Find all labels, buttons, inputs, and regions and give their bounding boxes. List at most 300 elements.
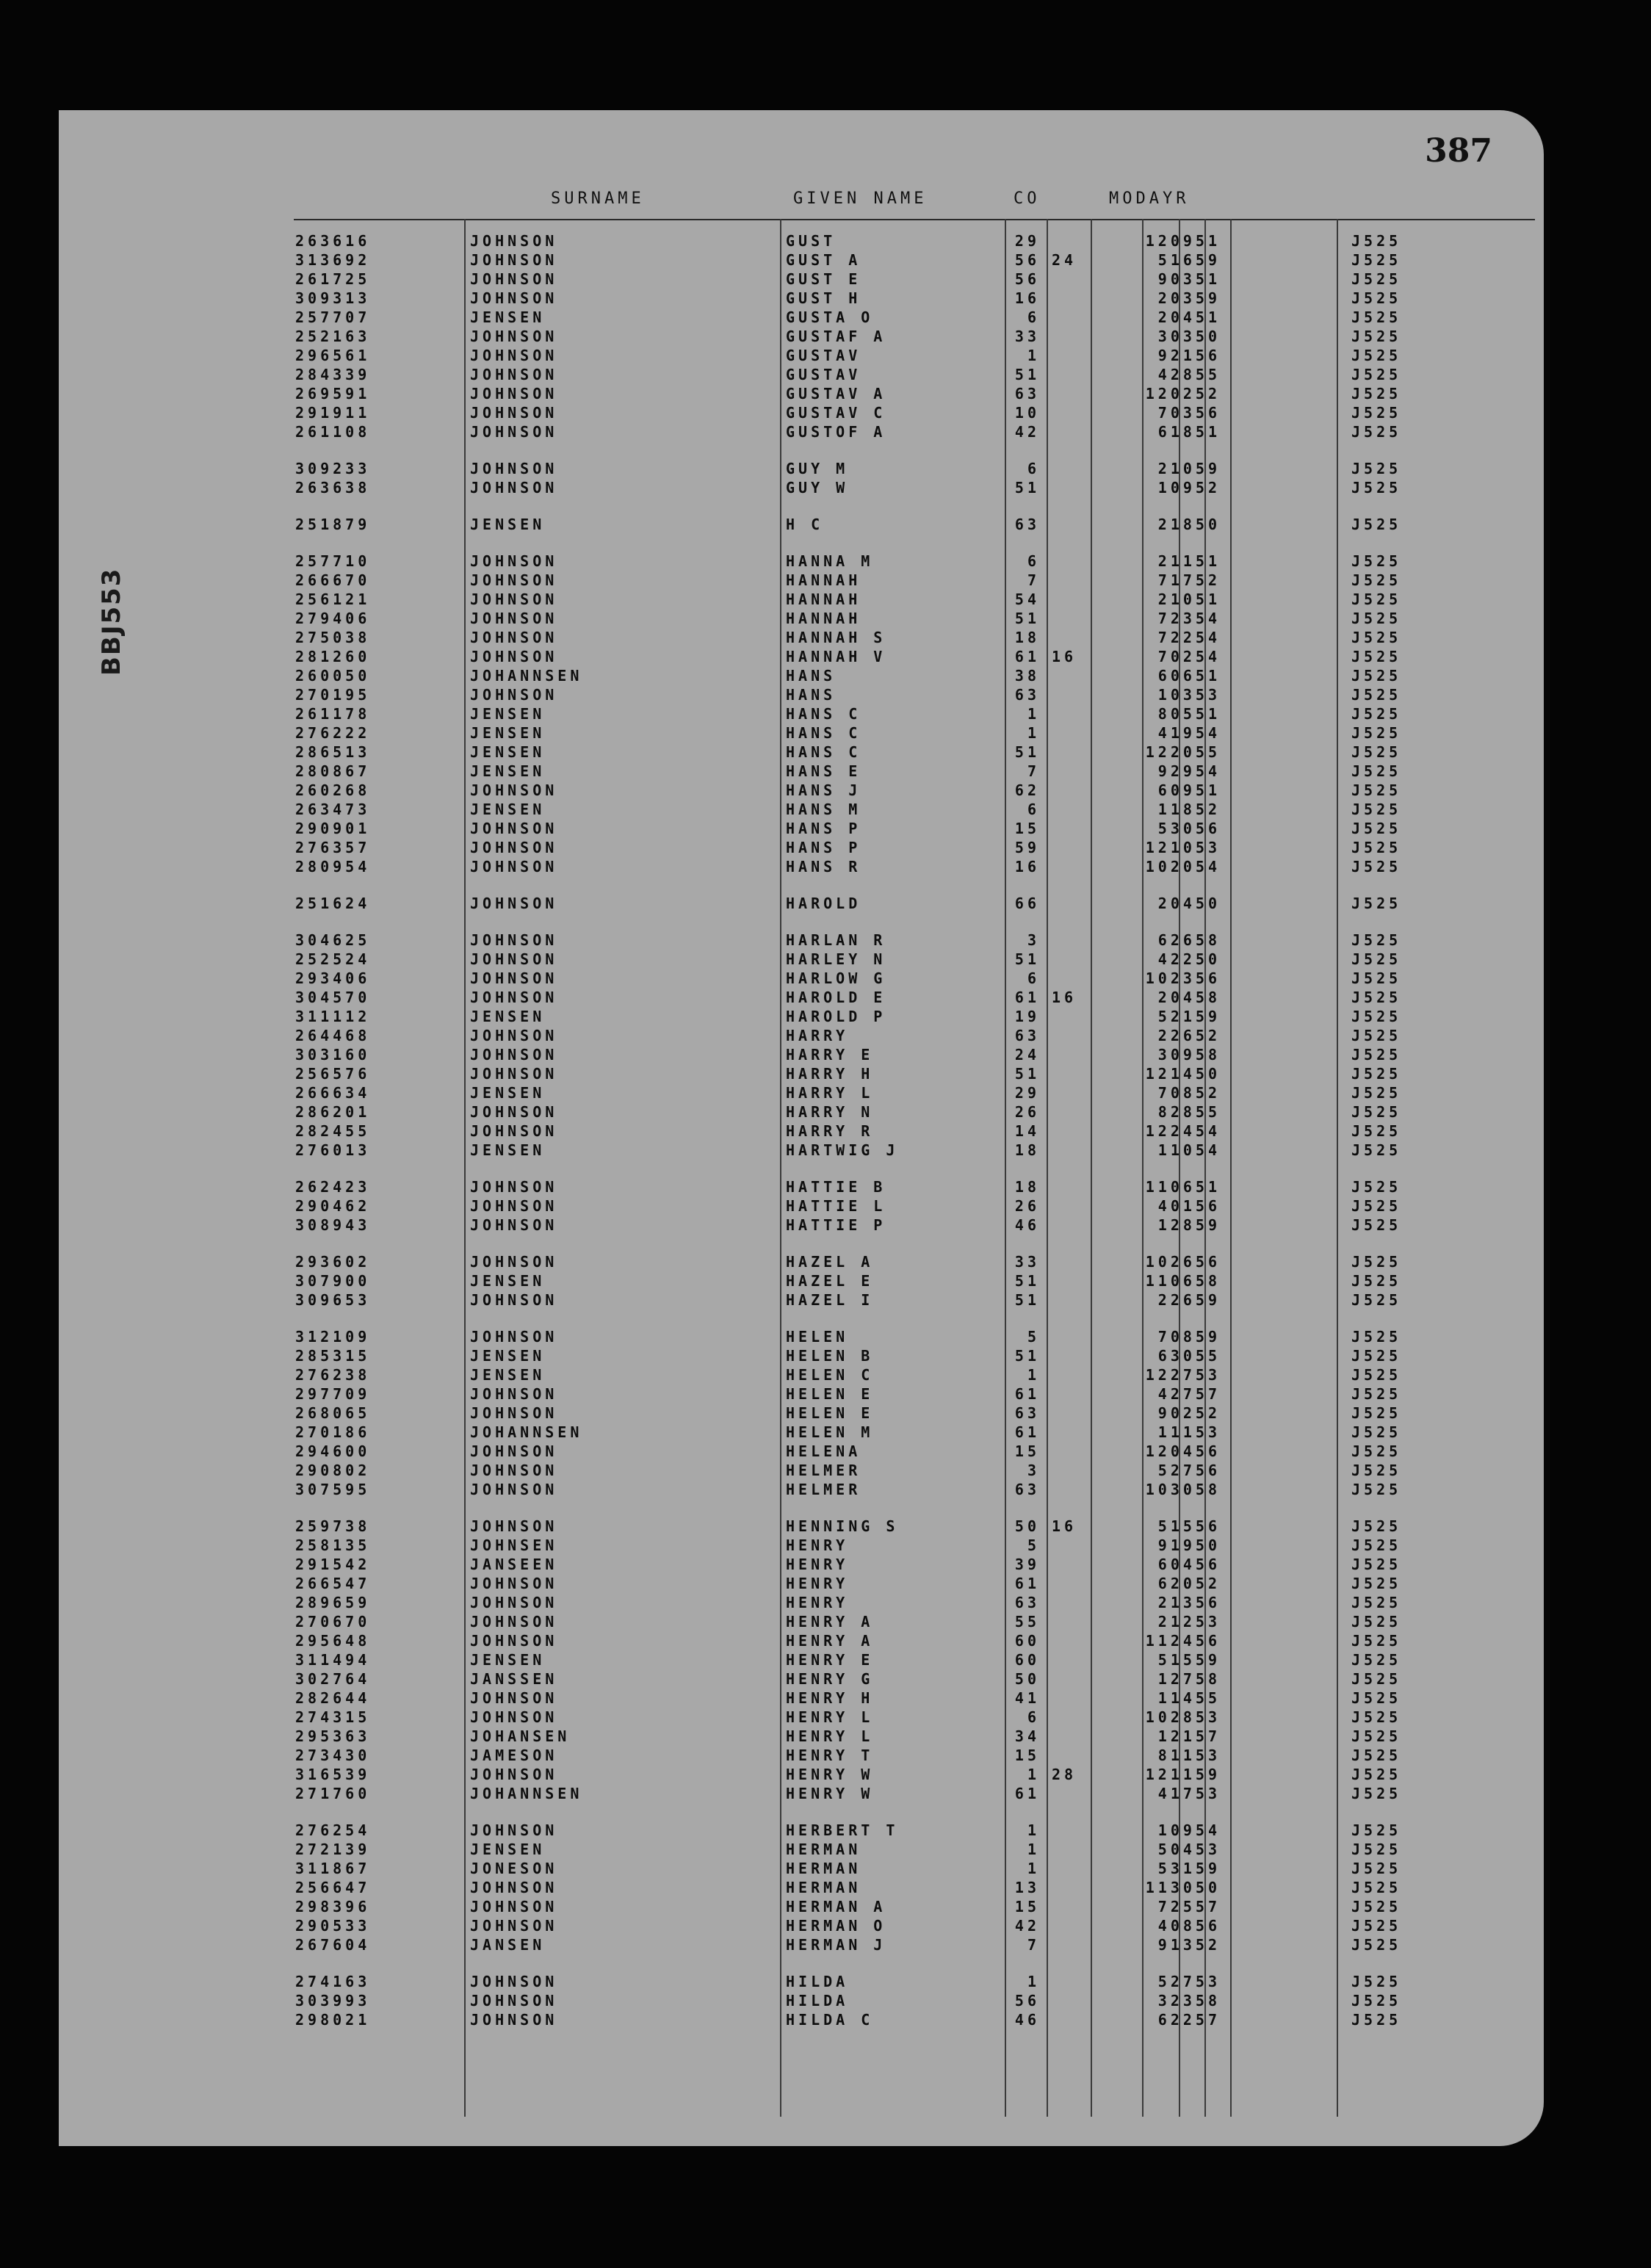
date-modayr: 11852 xyxy=(1157,801,1221,818)
date-modayr: 12859 xyxy=(1157,1216,1221,1234)
given-name: HAZEL A xyxy=(786,1253,874,1271)
table-row xyxy=(59,1271,1544,1290)
soundex-code: J525 xyxy=(1351,366,1402,383)
surname: JOHNSON xyxy=(470,1708,558,1726)
soundex-code: J525 xyxy=(1351,667,1402,685)
date-modayr: 91950 xyxy=(1157,1536,1221,1554)
record-id: 312109 xyxy=(295,1328,371,1346)
record-id: 298396 xyxy=(295,1898,371,1915)
record-id: 275038 xyxy=(295,629,371,646)
table-row xyxy=(59,1365,1544,1384)
table-row xyxy=(59,571,1544,590)
table-row xyxy=(59,800,1544,819)
table-row xyxy=(59,270,1544,289)
surname: JOHNSON xyxy=(470,2011,558,2029)
record-id: 274163 xyxy=(295,1973,371,1990)
soundex-code: J525 xyxy=(1351,1046,1402,1063)
record-id: 282644 xyxy=(295,1689,371,1707)
given-name: HILDA xyxy=(786,1973,849,1990)
table-row xyxy=(59,647,1544,666)
record-id: 286513 xyxy=(295,743,371,761)
table-row xyxy=(59,422,1544,441)
given-name: GUST H xyxy=(786,289,861,307)
given-name: HANS C xyxy=(786,743,861,761)
county-code: 41 xyxy=(1014,1689,1040,1707)
record-id: 279406 xyxy=(295,610,371,627)
surname: JOHNSON xyxy=(470,1385,558,1403)
record-id: 260268 xyxy=(295,781,371,799)
date-modayr: 42855 xyxy=(1157,366,1221,383)
soundex-code: J525 xyxy=(1351,1860,1402,1877)
given-name: HELEN E xyxy=(786,1385,874,1403)
date-modayr: 102656 xyxy=(1145,1253,1221,1271)
surname: JOHNSON xyxy=(470,404,558,422)
record-id: 252163 xyxy=(295,328,371,345)
record-id: 263473 xyxy=(295,801,371,818)
given-name: HANS E xyxy=(786,762,861,780)
county-code: 63 xyxy=(1014,1481,1040,1498)
soundex-code: J525 xyxy=(1351,648,1402,665)
table-row xyxy=(59,1708,1544,1727)
county-code: 3 xyxy=(1027,1462,1040,1479)
surname: JOHNSON xyxy=(470,1517,558,1535)
surname: JOHNSON xyxy=(470,1879,558,1896)
table-row xyxy=(59,231,1544,250)
date-modayr: 90252 xyxy=(1157,1404,1221,1422)
soundex-code: J525 xyxy=(1351,479,1402,496)
surname: JENSEN xyxy=(470,1347,546,1365)
record-id: 281260 xyxy=(295,648,371,665)
surname: JOHNSON xyxy=(470,1065,558,1083)
given-name: HENRY G xyxy=(786,1670,874,1688)
record-id: 295648 xyxy=(295,1632,371,1650)
record-id: 311112 xyxy=(295,1008,371,1025)
table-row xyxy=(59,857,1544,876)
date-modayr: 51559 xyxy=(1157,1651,1221,1669)
soundex-code: J525 xyxy=(1351,839,1402,856)
table-row xyxy=(59,1972,1544,1991)
given-name: HANS C xyxy=(786,705,861,723)
county-code: 51 xyxy=(1014,1272,1040,1290)
given-name: HENRY xyxy=(786,1575,849,1592)
surname: JOHNSON xyxy=(470,251,558,269)
date-modayr: 113050 xyxy=(1145,1879,1221,1896)
county-code: 29 xyxy=(1014,1084,1040,1102)
table-row xyxy=(59,1574,1544,1593)
table-row xyxy=(59,1007,1544,1026)
record-id: 259738 xyxy=(295,1517,371,1535)
record-id: 298021 xyxy=(295,2011,371,2029)
table-row xyxy=(59,365,1544,384)
date-modayr: 20359 xyxy=(1157,289,1221,307)
county-code: 42 xyxy=(1014,423,1040,441)
record-id: 270195 xyxy=(295,686,371,704)
given-name: HANS J xyxy=(786,781,861,799)
table-row xyxy=(59,988,1544,1007)
table-row xyxy=(59,2010,1544,2029)
surname: JENSEN xyxy=(470,705,546,723)
date-modayr: 62052 xyxy=(1157,1575,1221,1592)
record-id: 290533 xyxy=(295,1917,371,1935)
surname: JENSEN xyxy=(470,516,546,533)
surname: JOHNSON xyxy=(470,1613,558,1630)
table-row xyxy=(59,289,1544,308)
given-name: GUY M xyxy=(786,460,849,477)
county-code: 1 xyxy=(1027,347,1040,364)
soundex-code: J525 xyxy=(1351,1747,1402,1764)
county-code: 7 xyxy=(1027,1936,1040,1954)
record-id: 284339 xyxy=(295,366,371,383)
surname: JOHNSON xyxy=(470,629,558,646)
surname: JOHNSON xyxy=(470,1766,558,1783)
date-modayr: 20451 xyxy=(1157,308,1221,326)
surname: JOHNSON xyxy=(470,969,558,987)
surname: JOHNSON xyxy=(470,1046,558,1063)
county-code: 63 xyxy=(1014,516,1040,533)
given-name: HARRY xyxy=(786,1027,849,1044)
date-modayr: 120252 xyxy=(1145,385,1221,402)
surname: JENSEN xyxy=(470,1272,546,1290)
soundex-code: J525 xyxy=(1351,629,1402,646)
given-name: GUSTAV xyxy=(786,366,861,383)
date-modayr: 42757 xyxy=(1157,1385,1221,1403)
date-modayr: 112456 xyxy=(1145,1632,1221,1650)
given-name: GUSTAV A xyxy=(786,385,886,402)
given-name: HARRY L xyxy=(786,1084,874,1102)
soundex-code: J525 xyxy=(1351,1594,1402,1611)
record-id: 290901 xyxy=(295,820,371,837)
table-row xyxy=(59,1252,1544,1271)
date-modayr: 102054 xyxy=(1145,858,1221,875)
table-row xyxy=(59,327,1544,346)
record-id: 267604 xyxy=(295,1936,371,1954)
record-id: 297709 xyxy=(295,1385,371,1403)
surname: JENSEN xyxy=(470,1008,546,1025)
date-modayr: 72354 xyxy=(1157,610,1221,627)
surname: JENSEN xyxy=(470,724,546,742)
date-modayr: 12157 xyxy=(1157,1727,1221,1745)
table-row xyxy=(59,1631,1544,1650)
county-code: 29 xyxy=(1014,232,1040,250)
table-row xyxy=(59,1689,1544,1708)
table-row xyxy=(59,969,1544,988)
surname: JOHANSEN xyxy=(470,1727,571,1745)
soundex-code: J525 xyxy=(1351,989,1402,1006)
county-code: 14 xyxy=(1014,1122,1040,1140)
record-id: 309653 xyxy=(295,1291,371,1309)
table-row xyxy=(59,1916,1544,1935)
given-name: HANNAH S xyxy=(786,629,886,646)
county-code: 1 xyxy=(1027,1366,1040,1384)
extra-code: 16 xyxy=(1052,648,1077,665)
table-row xyxy=(59,1650,1544,1669)
county-code: 63 xyxy=(1014,385,1040,402)
record-id: 293602 xyxy=(295,1253,371,1271)
extra-code: 16 xyxy=(1052,989,1077,1006)
surname: JOHNSON xyxy=(470,950,558,968)
soundex-code: J525 xyxy=(1351,1766,1402,1783)
table-row xyxy=(59,1216,1544,1235)
record-id: 276222 xyxy=(295,724,371,742)
surname: JOHNSON xyxy=(470,1973,558,1990)
record-id: 261725 xyxy=(295,270,371,288)
date-modayr: 21356 xyxy=(1157,1594,1221,1611)
table-row xyxy=(59,1991,1544,2010)
date-modayr: 30350 xyxy=(1157,328,1221,345)
date-modayr: 11054 xyxy=(1157,1141,1221,1159)
soundex-code: J525 xyxy=(1351,1385,1402,1403)
record-id: 280867 xyxy=(295,762,371,780)
soundex-code: J525 xyxy=(1351,1879,1402,1896)
record-id: 302764 xyxy=(295,1670,371,1688)
record-id: 290802 xyxy=(295,1462,371,1479)
date-modayr: 52159 xyxy=(1157,1008,1221,1025)
county-code: 61 xyxy=(1014,1575,1040,1592)
table-row xyxy=(59,1404,1544,1423)
county-code: 1 xyxy=(1027,724,1040,742)
record-id: 303160 xyxy=(295,1046,371,1063)
county-code: 51 xyxy=(1014,479,1040,496)
date-modayr: 121159 xyxy=(1145,1766,1221,1783)
soundex-code: J525 xyxy=(1351,251,1402,269)
given-name: HERMAN xyxy=(786,1841,861,1858)
soundex-code: J525 xyxy=(1351,820,1402,837)
surname: JOHNSON xyxy=(470,1689,558,1707)
county-code: 39 xyxy=(1014,1556,1040,1573)
table-row xyxy=(59,1102,1544,1122)
date-modayr: 120456 xyxy=(1145,1442,1221,1460)
county-code: 63 xyxy=(1014,686,1040,704)
record-id: 309233 xyxy=(295,460,371,477)
given-name: HANS xyxy=(786,667,837,685)
date-modayr: 82855 xyxy=(1157,1103,1221,1121)
date-modayr: 80551 xyxy=(1157,705,1221,723)
date-modayr: 121450 xyxy=(1145,1065,1221,1083)
table-row xyxy=(59,1177,1544,1196)
surname: JOHNSON xyxy=(470,1575,558,1592)
given-name: HENRY W xyxy=(786,1766,874,1783)
table-row xyxy=(59,1480,1544,1499)
county-code: 42 xyxy=(1014,1917,1040,1935)
given-name: HAROLD xyxy=(786,895,861,912)
soundex-code: J525 xyxy=(1351,328,1402,345)
county-code: 1 xyxy=(1027,1973,1040,1990)
surname: JOHNSON xyxy=(470,591,558,608)
soundex-code: J525 xyxy=(1351,705,1402,723)
table-row xyxy=(59,552,1544,571)
table-row xyxy=(59,950,1544,969)
date-modayr: 50453 xyxy=(1157,1841,1221,1858)
county-code: 7 xyxy=(1027,762,1040,780)
given-name: HERMAN O xyxy=(786,1917,886,1935)
surname: JOHNSON xyxy=(470,931,558,949)
county-code: 6 xyxy=(1027,801,1040,818)
surname: JOHNSON xyxy=(470,347,558,364)
record-id: 266634 xyxy=(295,1084,371,1102)
date-modayr: 21059 xyxy=(1157,460,1221,477)
record-id: 261108 xyxy=(295,423,371,441)
surname: JANSEEN xyxy=(470,1556,558,1573)
record-id: 293406 xyxy=(295,969,371,987)
date-modayr: 40156 xyxy=(1157,1197,1221,1215)
county-code: 16 xyxy=(1014,858,1040,875)
county-code: 61 xyxy=(1014,648,1040,665)
date-modayr: 110658 xyxy=(1145,1272,1221,1290)
date-modayr: 60951 xyxy=(1157,781,1221,799)
county-code: 6 xyxy=(1027,1708,1040,1726)
given-name: HENRY xyxy=(786,1556,849,1573)
date-modayr: 72254 xyxy=(1157,629,1221,646)
county-code: 60 xyxy=(1014,1651,1040,1669)
given-name: HANS P xyxy=(786,820,861,837)
surname: JOHNSEN xyxy=(470,1536,558,1554)
soundex-code: J525 xyxy=(1351,1613,1402,1630)
county-code: 38 xyxy=(1014,667,1040,685)
surname: JOHNSON xyxy=(470,858,558,875)
soundex-code: J525 xyxy=(1351,1366,1402,1384)
given-name: HENRY T xyxy=(786,1747,874,1764)
surname: JOHNSON xyxy=(470,1917,558,1935)
surname: JOHNSON xyxy=(470,686,558,704)
surname: JOHNSON xyxy=(470,1291,558,1309)
table-row xyxy=(59,723,1544,743)
surname: JANSSEN xyxy=(470,1670,558,1688)
date-modayr: 30958 xyxy=(1157,1046,1221,1063)
surname: JOHNSON xyxy=(470,328,558,345)
soundex-code: J525 xyxy=(1351,1404,1402,1422)
header-given-name: GIVEN NAME xyxy=(793,189,928,208)
surname: JOHNSON xyxy=(470,552,558,570)
surname: JOHNSON xyxy=(470,1197,558,1215)
table-row xyxy=(59,1935,1544,1954)
record-id: 270186 xyxy=(295,1423,371,1441)
county-code: 33 xyxy=(1014,1253,1040,1271)
soundex-code: J525 xyxy=(1351,1347,1402,1365)
given-name: GUST A xyxy=(786,251,861,269)
county-code: 5 xyxy=(1027,1536,1040,1554)
soundex-code: J525 xyxy=(1351,1632,1402,1650)
table-row xyxy=(59,478,1544,497)
date-modayr: 10952 xyxy=(1157,479,1221,496)
given-name: HAZEL E xyxy=(786,1272,874,1290)
date-modayr: 71752 xyxy=(1157,571,1221,589)
soundex-code: J525 xyxy=(1351,308,1402,326)
soundex-code: J525 xyxy=(1351,610,1402,627)
surname: JOHNSON xyxy=(470,270,558,288)
soundex-code: J525 xyxy=(1351,516,1402,533)
record-id: 271760 xyxy=(295,1785,371,1802)
county-code: 1 xyxy=(1027,1860,1040,1877)
record-id: 311867 xyxy=(295,1860,371,1877)
record-id: 290462 xyxy=(295,1197,371,1215)
given-name: HAROLD E xyxy=(786,989,886,1006)
date-modayr: 22659 xyxy=(1157,1291,1221,1309)
soundex-code: J525 xyxy=(1351,385,1402,402)
date-modayr: 12758 xyxy=(1157,1670,1221,1688)
date-modayr: 10954 xyxy=(1157,1821,1221,1839)
given-name: HARRY E xyxy=(786,1046,874,1063)
soundex-code: J525 xyxy=(1351,1442,1402,1460)
surname: JOHNSON xyxy=(470,1898,558,1915)
record-id: 311494 xyxy=(295,1651,371,1669)
soundex-code: J525 xyxy=(1351,347,1402,364)
record-id: 251624 xyxy=(295,895,371,912)
given-name: HELEN M xyxy=(786,1423,874,1441)
surname: JENSEN xyxy=(470,1141,546,1159)
table-row xyxy=(59,685,1544,704)
soundex-code: J525 xyxy=(1351,1065,1402,1083)
soundex-code: J525 xyxy=(1351,270,1402,288)
header-modayr: MODAYR xyxy=(1109,189,1190,208)
given-name: HERMAN A xyxy=(786,1898,886,1915)
record-id: 263616 xyxy=(295,232,371,250)
record-id: 309313 xyxy=(295,289,371,307)
table-row xyxy=(59,1612,1544,1631)
record-id: 280954 xyxy=(295,858,371,875)
table-row xyxy=(59,1821,1544,1840)
table-row xyxy=(59,459,1544,478)
surname: JOHNSON xyxy=(470,839,558,856)
county-code: 26 xyxy=(1014,1197,1040,1215)
county-code: 1 xyxy=(1027,705,1040,723)
soundex-code: J525 xyxy=(1351,571,1402,589)
date-modayr: 20458 xyxy=(1157,989,1221,1006)
given-name: HENRY H xyxy=(786,1689,874,1707)
record-id: 291542 xyxy=(295,1556,371,1573)
given-name: GUSTA O xyxy=(786,308,874,326)
record-id: 289659 xyxy=(295,1594,371,1611)
county-code: 51 xyxy=(1014,950,1040,968)
surname: JOHNSON xyxy=(470,1103,558,1121)
table-row xyxy=(59,250,1544,270)
given-name: HELENA xyxy=(786,1442,861,1460)
soundex-code: J525 xyxy=(1351,1708,1402,1726)
soundex-code: J525 xyxy=(1351,1821,1402,1839)
surname: JOHANNSEN xyxy=(470,1785,583,1802)
surname: JOHNSON xyxy=(470,1027,558,1044)
table-row xyxy=(59,628,1544,647)
table-row xyxy=(59,1141,1544,1160)
soundex-code: J525 xyxy=(1351,404,1402,422)
surname: JOHNSON xyxy=(470,1178,558,1196)
table-row xyxy=(59,403,1544,422)
date-modayr: 11455 xyxy=(1157,1689,1221,1707)
soundex-code: J525 xyxy=(1351,1103,1402,1121)
county-code: 1 xyxy=(1027,1821,1040,1839)
county-code: 46 xyxy=(1014,1216,1040,1234)
date-modayr: 92156 xyxy=(1157,347,1221,364)
county-code: 7 xyxy=(1027,571,1040,589)
surname: JOHNSON xyxy=(470,1481,558,1498)
surname: JOHANNSEN xyxy=(470,1423,583,1441)
given-name: HELEN B xyxy=(786,1347,874,1365)
record-id: 274315 xyxy=(295,1708,371,1726)
county-code: 1 xyxy=(1027,1841,1040,1858)
county-code: 15 xyxy=(1014,1442,1040,1460)
county-code: 15 xyxy=(1014,820,1040,837)
date-modayr: 62658 xyxy=(1157,931,1221,949)
date-modayr: 102356 xyxy=(1145,969,1221,987)
given-name: HENRY xyxy=(786,1594,849,1611)
table-row xyxy=(59,1064,1544,1083)
date-modayr: 122753 xyxy=(1145,1366,1221,1384)
given-name: HANS M xyxy=(786,801,861,818)
soundex-code: J525 xyxy=(1351,858,1402,875)
given-name: HARRY R xyxy=(786,1122,874,1140)
given-name: GUST xyxy=(786,232,837,250)
county-code: 63 xyxy=(1014,1594,1040,1611)
record-id: 261178 xyxy=(295,705,371,723)
